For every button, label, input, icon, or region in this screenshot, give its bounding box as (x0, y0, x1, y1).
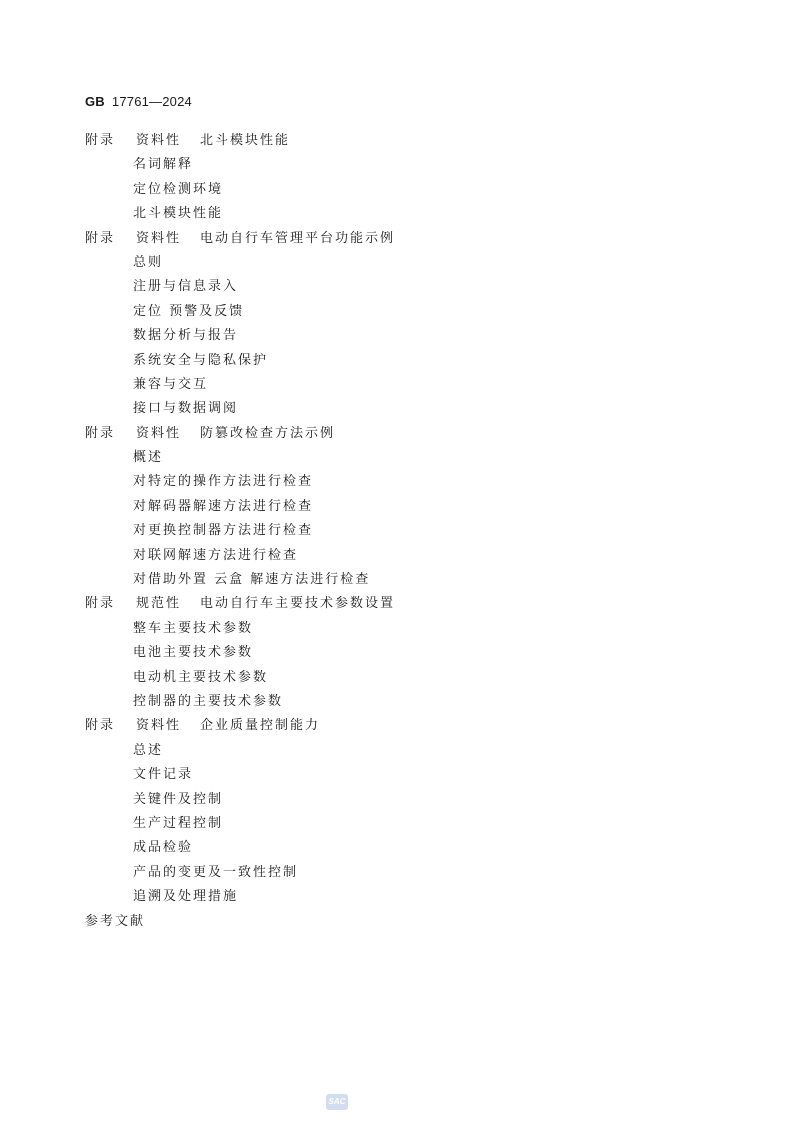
toc-sub-entry-text: 文件记录 (133, 767, 194, 783)
toc-sub-entry-text: 兼容与交互 (133, 376, 209, 392)
toc-sub-entry[interactable] (85, 373, 725, 397)
toc-annex-entry[interactable] (85, 227, 725, 251)
toc-sub-entry[interactable] (85, 178, 725, 202)
document-header (85, 94, 192, 109)
toc-sub-entry[interactable] (85, 544, 725, 568)
toc-sub-entry-text: 北斗模块性能 (133, 206, 224, 222)
toc-sub-entry[interactable] (85, 300, 725, 324)
toc-annex-entry[interactable] (85, 422, 725, 446)
annex-label: 附录 (85, 133, 116, 148)
annex-label: 附录 (85, 425, 116, 441)
standard-prefix: GB (85, 94, 105, 109)
toc-sub-entry[interactable] (85, 568, 725, 592)
toc-bibliography-entry[interactable] (85, 910, 725, 934)
toc-sub-entry[interactable] (85, 861, 725, 885)
toc-sub-entry-text: 生产过程控制 (133, 815, 224, 831)
toc-annex-entry[interactable] (85, 129, 725, 153)
toc-sub-entry-text: 名词解释 (133, 157, 194, 173)
annex-title: 电动自行车主要技术参数设置 (200, 596, 396, 612)
toc-sub-entry[interactable] (85, 666, 725, 690)
toc-sub-entry[interactable] (85, 617, 725, 641)
annex-nature: 资料性 (136, 133, 182, 148)
annex-nature: 规范性 (136, 596, 182, 612)
toc-sub-entry-text: 定位检测环境 (133, 181, 224, 197)
annex-nature: 资料性 (136, 230, 182, 246)
annex-label: 附录 (85, 718, 116, 734)
toc-sub-entry-text: 成品检验 (133, 840, 194, 856)
toc-sub-entry-text: 注册与信息录入 (133, 279, 239, 295)
toc-sub-entry-text: 概述 (133, 450, 164, 466)
toc-sub-entry-text: 对特定的操作方法进行检查 (133, 474, 314, 490)
toc-sub-entry-text: 接口与数据调阅 (133, 401, 239, 417)
toc-sub-entry-text: 数据分析与报告 (133, 328, 239, 344)
toc-sub-entry[interactable] (85, 519, 725, 543)
annex-title: 电动自行车管理平台功能示例 (200, 230, 396, 246)
toc-sub-entry[interactable] (85, 739, 725, 763)
standard-number: 17761—2024 (111, 94, 192, 109)
toc-sub-entry-text: 电动机主要技术参数 (133, 669, 269, 685)
annex-nature: 资料性 (136, 718, 182, 734)
toc-sub-entry-text: 整车主要技术参数 (133, 620, 254, 636)
toc-sub-entry-text: 电池主要技术参数 (133, 645, 254, 661)
toc-sub-entry[interactable] (85, 690, 725, 714)
toc-sub-entry-text: 对联网解速方法进行检查 (133, 547, 299, 563)
toc-sub-entry-text: 对解码器解速方法进行检查 (133, 498, 314, 514)
toc-sub-entry-text: 定位 预警及反馈 (133, 303, 245, 319)
toc-sub-entry[interactable] (85, 763, 725, 787)
toc-sub-entry[interactable] (85, 470, 725, 494)
toc-sub-entry[interactable] (85, 836, 725, 860)
toc-sub-entry-text: 对借助外置 云盒 解速方法进行检查 (133, 572, 371, 588)
toc-sub-entry-text: 追溯及处理措施 (133, 889, 239, 905)
toc-sub-entry-text: 产品的变更及一致性控制 (133, 864, 299, 880)
toc-sub-entry[interactable] (85, 446, 725, 470)
toc-sub-entry[interactable] (85, 275, 725, 299)
toc-sub-entry[interactable] (85, 885, 725, 909)
toc-sub-entry[interactable] (85, 812, 725, 836)
toc-sub-entry[interactable] (85, 397, 725, 421)
toc-sub-entry-text: 系统安全与隐私保护 (133, 352, 269, 368)
annex-title: 防篡改检查方法示例 (200, 425, 336, 441)
annex-title: 企业质量控制能力 (200, 718, 321, 734)
sac-logo-watermark: SAC (326, 1094, 348, 1110)
toc-sub-entry[interactable] (85, 153, 725, 177)
annex-nature: 资料性 (136, 425, 182, 441)
toc-annex-entry[interactable] (85, 592, 725, 616)
annex-label: 附录 (85, 230, 116, 246)
toc-sub-entry[interactable] (85, 641, 725, 665)
toc-sub-entry[interactable] (85, 324, 725, 348)
toc-sub-entry[interactable] (85, 251, 725, 275)
annex-label: 附录 (85, 596, 116, 612)
toc-sub-entry[interactable] (85, 495, 725, 519)
toc-sub-entry-text: 总述 (133, 742, 164, 758)
toc-sub-entry[interactable] (85, 788, 725, 812)
toc-annex-entry[interactable] (85, 714, 725, 738)
toc-sub-entry-text: 总则 (133, 254, 164, 270)
toc-sub-entry-text: 控制器的主要技术参数 (133, 693, 284, 709)
toc-bibliography-text: 参考文献 (85, 913, 146, 929)
toc-sub-entry-text: 对更换控制器方法进行检查 (133, 523, 314, 539)
toc-sub-entry[interactable] (85, 349, 725, 373)
table-of-contents (85, 129, 725, 934)
toc-sub-entry-text: 关键件及控制 (133, 791, 224, 807)
annex-title: 北斗模块性能 (200, 133, 291, 148)
toc-sub-entry[interactable] (85, 202, 725, 226)
